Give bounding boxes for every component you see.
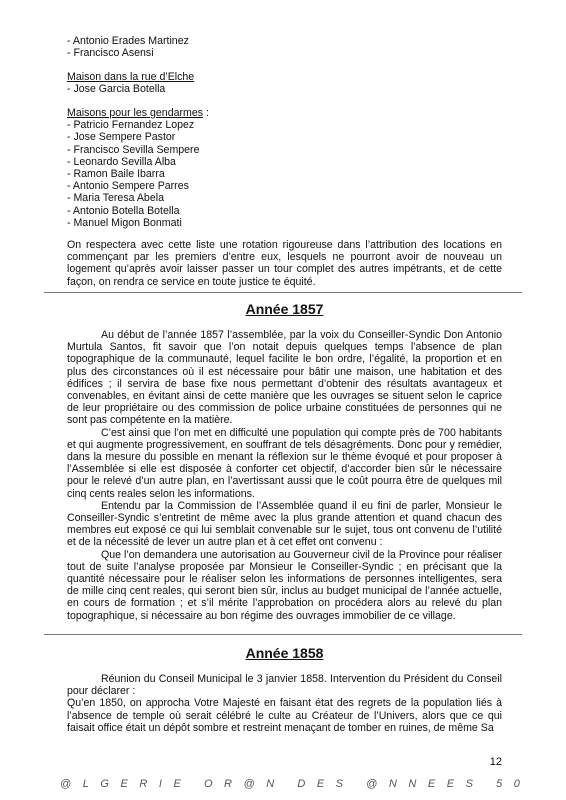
list-item: - Maria Teresa Abela bbox=[67, 192, 164, 205]
paragraph: C’est ainsi que l’on met en difficulté une population qui compte près de 700 habitants et qui augmente progressivement, en souffrant de tels désagréments. Donc pour y remédier, dans la mesure du possible en menant la réflexion sur le thème évoqué et pour proposer à l’Assemblée si elle est disposée à conforter cet objectif, d’accorder bien sûr le nécessaire pour le relevé d’un autre plan, en l’avertissant aussi que le coût pourra être de quelques mil cinq cents reales selon les informations. bbox=[67, 426, 502, 500]
footer-letter: R bbox=[139, 778, 148, 790]
footer-letter: @ bbox=[60, 778, 72, 790]
section-1858 bbox=[67, 645, 502, 734]
page-number: 12 bbox=[489, 756, 502, 768]
footer-letter: E bbox=[316, 778, 325, 790]
elche-heading bbox=[67, 71, 502, 83]
paragraph: Au début de l’année 1857 l’assemblée, par la voix du Conseiller-Syndic Don Antonio Murtula Santos, fit savoir que l’on notait depuis quelques temps l’absence de plan topographique de la communauté, lequel facilite le bon ordre, l’égalité, la proportion et en plus des circonstances où il est nécessaire pour bâtir une maison, une habitation et des édifices ; il servira de base fixe nous permettant d’obtenir des résultats avantageux et convenables, en évitant ainsi de cette manière que les ouvrages se situent selon le caprice de leur propriétaire ou des commission de police urbaine constituées de personnes qui ne sont pas compétente en la matière. bbox=[67, 329, 502, 427]
list-item: - Patricio Fernandez Lopez bbox=[67, 119, 195, 132]
gendarmes-houses-block bbox=[67, 107, 502, 229]
footer-letter: G bbox=[100, 778, 109, 790]
footer-letter: O bbox=[203, 778, 213, 790]
footer-watermark bbox=[60, 778, 520, 790]
footer-letter: E bbox=[446, 778, 455, 790]
footer-letter: S bbox=[335, 778, 344, 790]
paragraph: Réunion du Conseil Municipal le 3 janvier 1858. Intervention du Président du Conseil pour déclarer : bbox=[67, 673, 502, 698]
section-divider bbox=[44, 292, 522, 293]
footer-letter: @ bbox=[366, 778, 378, 790]
footer-letter: @ bbox=[243, 778, 255, 790]
gendarmes-heading-text: Maisons pour les gendarmes bbox=[67, 107, 204, 119]
list-item: - Antonio Botella Botella bbox=[67, 204, 180, 217]
gendarmes-heading-suffix: : bbox=[203, 107, 209, 119]
rotation-rule-paragraph bbox=[67, 239, 502, 288]
top-name-list bbox=[67, 35, 502, 59]
footer-letter: N bbox=[408, 778, 417, 790]
list-item: - Leonardo Sevilla Alba bbox=[67, 155, 176, 168]
footer-letter: R bbox=[224, 778, 232, 790]
spacer bbox=[67, 661, 502, 673]
footer-letter: S bbox=[465, 778, 473, 790]
list-item: - Francisco Asensi bbox=[67, 47, 154, 60]
footer-letter: D bbox=[297, 778, 306, 790]
footer-letter: I bbox=[158, 778, 162, 790]
footer-letter: N bbox=[266, 778, 275, 790]
paragraph: Qu’en 1850, on approcha Votre Majesté en faisant état des regrets de la population liés à l’absence de temple où serait célébré le culte au Créateur de l’Univers, alors que ce qui faisait office était un dépôt sombre et restreint menaçant de tomber en ruines, de même Sa bbox=[67, 697, 502, 734]
footer-letter: E bbox=[427, 778, 436, 790]
elche-heading-text: Maison dans la rue d’Elche bbox=[67, 71, 195, 83]
section-title-1858: Année 1858 bbox=[245, 645, 324, 661]
footer-letter: 0 bbox=[513, 778, 520, 790]
paragraph: On respectera avec cette liste une rotation rigoureuse dans l’attribution des locations en commençant par les premiers d’entre eux, lesquels ne pourront avoir de nouveau un logement qu’après avoir laisser passer un tour complet des autres impétrants, et de cette façon, on rendra ce service en toute justice te équité. bbox=[67, 239, 502, 288]
paragraph: Que l’on demandera une autorisation au Gouverneur civil de la Province pour réaliser tout de suite l’analyse proposée par Monsieur le Conseiller-Syndic ; en précisant que la quantité nécessaire pour le réaliser selon les informations de personnes intelligentes, sera de mille cinq cent reales, qui seront bien sûr, inclus au budget municipal de l’année actuelle, en cours de formation ; et s’il mérite l’approbation on procédera alors au relevé du plan topographique, si nécessaire au bon régime des ouvrages immobilier de ce village. bbox=[67, 548, 502, 622]
gendarmes-heading bbox=[67, 107, 502, 119]
list-item: - Francisco Sevilla Sempere bbox=[67, 143, 200, 156]
footer-letter: 5 bbox=[496, 778, 503, 790]
spacer bbox=[67, 317, 502, 329]
footer-letter: E bbox=[173, 778, 181, 790]
section-divider bbox=[44, 634, 522, 635]
footer-letter: E bbox=[120, 778, 128, 790]
footer-letter: L bbox=[82, 778, 89, 790]
paragraph: Entendu par la Commission de l’Assemblée quand il eu fini de parler, Monsieur le Conseiller-Syndic s’entretint de même avec la plus grande attention et quand chacun des membres eut exposé ce qui lui semblait convenable sur le sujet, tous ont convenu de l’utilité et de la nécessité de lever un autre plan et à cet effet ont convenu : bbox=[67, 499, 502, 549]
section-title-1857: Année 1857 bbox=[245, 301, 324, 317]
section-1857 bbox=[67, 301, 502, 622]
list-item: - Ramon Baile Ibarra bbox=[67, 168, 165, 181]
list-item: - Antonio Sempere Parres bbox=[67, 180, 189, 193]
list-item: - Jose Garcia Botella bbox=[67, 83, 166, 96]
list-item: - Manuel Migon Bonmati bbox=[67, 216, 182, 229]
list-item: - Antonio Erades Martinez bbox=[67, 35, 189, 47]
footer-letter: N bbox=[388, 778, 397, 790]
elche-house-block bbox=[67, 71, 502, 95]
list-item: - Jose Sempere Pastor bbox=[67, 131, 176, 144]
